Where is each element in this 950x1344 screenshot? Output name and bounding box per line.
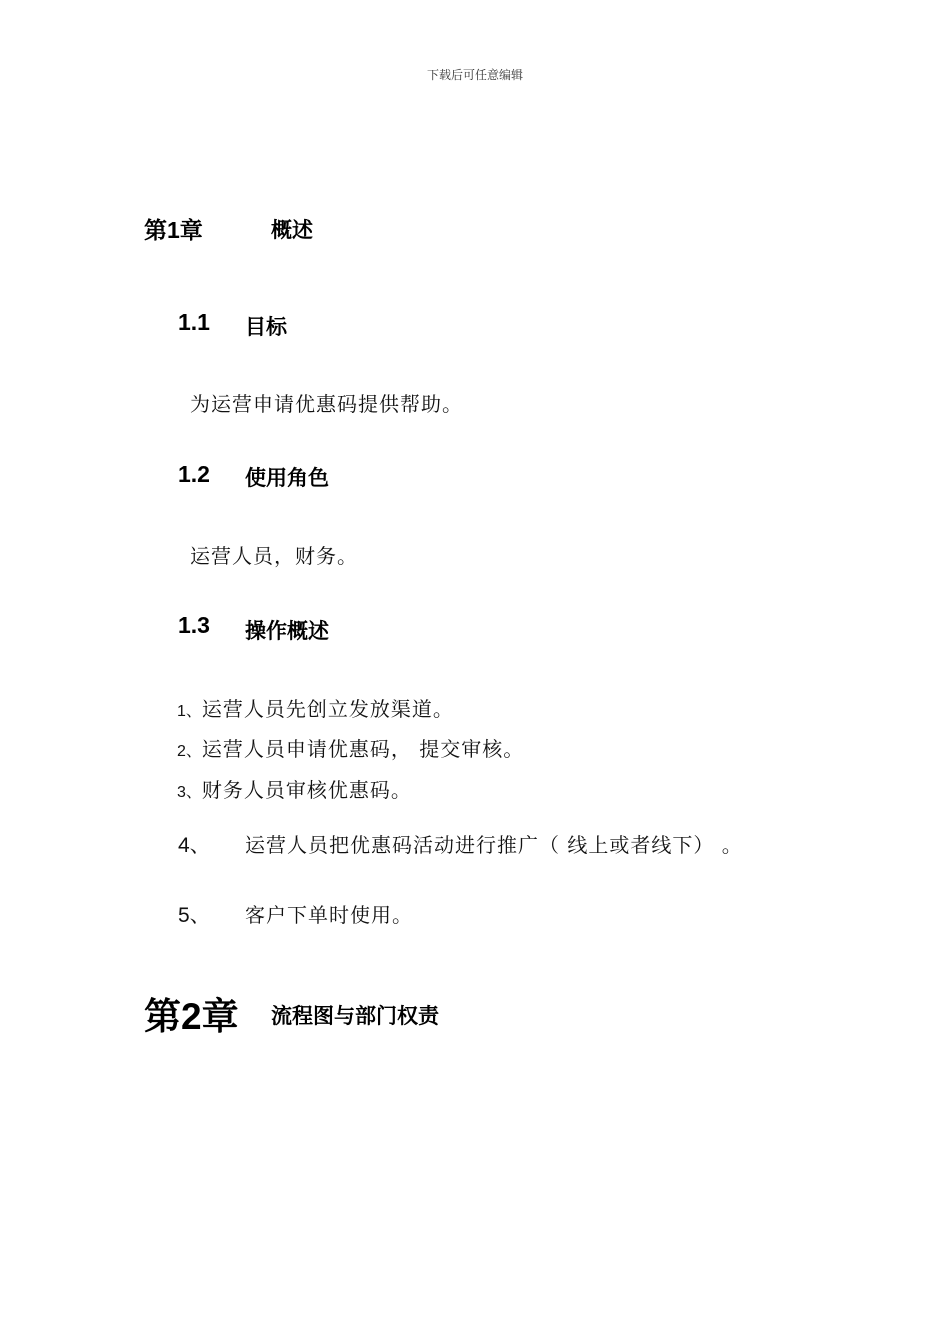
section-1-2-title: 使用角色 <box>245 466 329 490</box>
section-1-3-title: 操作概述 <box>245 619 329 643</box>
list-item <box>177 733 524 762</box>
section-1-1-title: 目标 <box>245 315 287 339</box>
step-text: 运营人员把优惠码活动进行推广（ 线上或者线下） 。 <box>245 833 743 857</box>
chapter-2-title: 流程图与部门权责 <box>271 1004 439 1028</box>
section-1-3-number: 1.3 <box>178 612 210 638</box>
step-number: 4、 <box>178 834 211 857</box>
section-1-2-body: 运营人员，财务。 <box>190 544 358 568</box>
section-1-1-body: 为运营申请优惠码提供帮助。 <box>190 392 463 416</box>
step-number: 3、 <box>177 784 202 801</box>
list-item <box>177 774 412 803</box>
step-number: 2、 <box>177 743 202 760</box>
step-text: 客户下单时使用。 <box>245 903 413 927</box>
step-text: 运营人员申请优惠码， 提交审核。 <box>201 737 525 761</box>
chapter-2-number: 第2章 <box>144 996 239 1037</box>
list-item <box>177 693 454 722</box>
chapter-1-title: 概述 <box>271 218 313 242</box>
step-text: 财务人员审核优惠码。 <box>201 778 412 802</box>
step-text: 运营人员先创立发放渠道。 <box>201 697 454 721</box>
page-header: 下载后可任意编辑 <box>426 68 523 82</box>
chapter-1-number: 第1章 <box>144 217 203 243</box>
section-1-1-number: 1.1 <box>178 309 210 335</box>
step-number: 1、 <box>177 703 202 720</box>
section-1-2-number: 1.2 <box>178 461 210 487</box>
step-number: 5、 <box>178 904 211 927</box>
